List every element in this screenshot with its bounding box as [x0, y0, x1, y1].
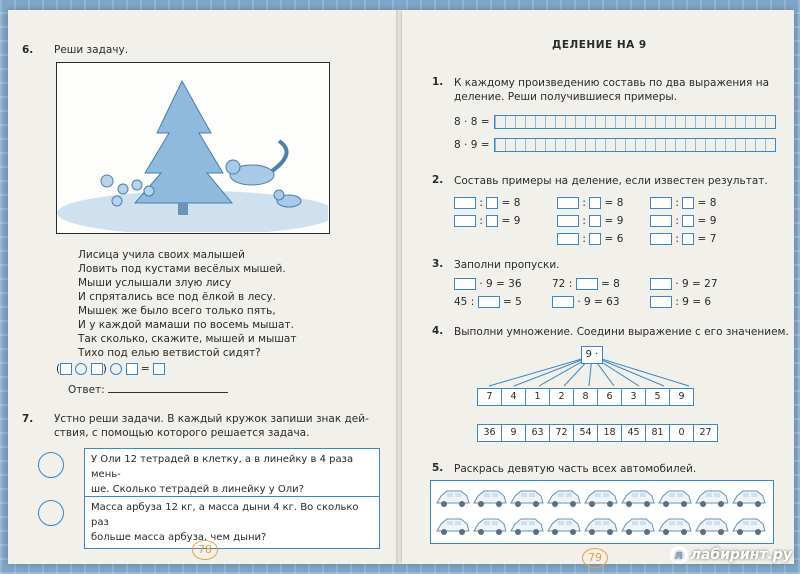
- task3-number: 3.: [432, 258, 444, 270]
- poem-line: Мышек же было всего только пять,: [78, 305, 276, 317]
- section-header: ДЕЛЕНИЕ НА 9: [552, 39, 647, 51]
- value-cell[interactable]: 9: [501, 424, 526, 442]
- value-cell[interactable]: 36: [477, 424, 502, 442]
- answer-line[interactable]: [108, 383, 228, 393]
- equals-sign: =: [140, 363, 150, 375]
- factor-cell[interactable]: 7: [477, 388, 502, 406]
- value-cell[interactable]: 0: [669, 424, 694, 442]
- text-line: К каждому произведению составь по два выражения на: [454, 77, 769, 89]
- result-value: 9: [616, 215, 624, 227]
- poem-line: Так сколько, скажите, мышей и мышат: [78, 333, 297, 345]
- result-value: 6: [616, 233, 624, 245]
- problem-line: Масса арбуза 12 кг, а масса дыни 4 кг. Во сколько раз: [91, 502, 359, 528]
- task5-text: Раскрась девятую часть всех автомобилей.: [454, 463, 697, 475]
- sign-circle[interactable]: [75, 363, 87, 375]
- fill-item: 45 : = 5: [454, 296, 522, 308]
- factor-cell[interactable]: 4: [501, 388, 526, 406]
- factor-cell[interactable]: 3: [621, 388, 646, 406]
- factor-row: [478, 388, 694, 406]
- right-page: [402, 10, 794, 564]
- poem-line: Ловить под кустами весёлых мышей.: [78, 263, 286, 275]
- poem-line: И у каждой мамаши по восемь мышат.: [78, 319, 294, 331]
- value-cell[interactable]: 45: [621, 424, 646, 442]
- task3-text: Заполни пропуски.: [454, 259, 560, 271]
- factor-cell[interactable]: 5: [645, 388, 670, 406]
- value-cell[interactable]: 54: [573, 424, 598, 442]
- task4-text: Выполни умножение. Соедини выражение с его значением.: [454, 326, 789, 338]
- sign-circle[interactable]: [38, 452, 64, 478]
- problem-card: [84, 448, 380, 501]
- answer-box[interactable]: [153, 363, 165, 375]
- problem-line: больше масса арбуза, чем дыни?: [91, 532, 267, 543]
- expression-template: ( ) =: [56, 362, 165, 376]
- value-cell[interactable]: 63: [525, 424, 550, 442]
- answer-row: [68, 383, 228, 397]
- division-column: : = 8 : = 9 : = 7: [650, 194, 716, 248]
- task4-number: 4.: [432, 325, 444, 337]
- task6-title: Реши задачу.: [54, 44, 129, 56]
- answer-label: Ответ:: [68, 384, 105, 396]
- watermark-text: лабиринт.ру: [690, 547, 792, 563]
- poem-line: Тихо под елью ветвистой сидят?: [78, 347, 261, 359]
- product-expression: 8 · 9 =: [454, 139, 490, 151]
- answer-box[interactable]: [60, 363, 72, 375]
- task7-instruction: [54, 412, 369, 440]
- fill-item: · 9 = 63: [552, 295, 620, 309]
- task6-number: 6.: [22, 44, 34, 56]
- answer-grid[interactable]: [494, 115, 776, 129]
- value-cell[interactable]: 81: [645, 424, 670, 442]
- result-value: 8: [616, 197, 624, 209]
- division-column: : = 8 : = 9 : = 6: [557, 194, 623, 248]
- factor-cell[interactable]: 2: [549, 388, 574, 406]
- car-icons[interactable]: [431, 481, 772, 542]
- sign-circle[interactable]: [38, 500, 64, 526]
- fill-item: 72 : = 8: [552, 278, 620, 290]
- result-value: 8: [513, 197, 521, 209]
- watermark: [670, 546, 792, 564]
- task1-number: 1.: [432, 76, 444, 88]
- instruction-line: Устно реши задачи. В каждый кружок запиши знак дей-: [54, 413, 369, 425]
- division-column: : = 8 : = 9: [454, 194, 520, 230]
- factor-cell[interactable]: 8: [573, 388, 598, 406]
- value-row: [478, 424, 718, 442]
- value-cell[interactable]: 27: [693, 424, 718, 442]
- result-value: 9: [709, 215, 717, 227]
- value-cell[interactable]: 18: [597, 424, 622, 442]
- factor-cell[interactable]: 9: [669, 388, 694, 406]
- result-value: 8: [709, 197, 717, 209]
- answer-grid[interactable]: [494, 138, 776, 152]
- fox-forest-illustration: [56, 62, 330, 234]
- instruction-line: ствия, с помощью которого решается задача.: [54, 427, 310, 439]
- page-number: 78: [192, 540, 218, 560]
- answer-box[interactable]: [126, 363, 138, 375]
- task5-number: 5.: [432, 462, 444, 474]
- problem-line: ше. Сколько тетрадей в линейку у Оли?: [91, 484, 304, 495]
- left-page: [8, 10, 398, 564]
- fill-item: · 9 = 27: [650, 277, 718, 291]
- problem-line: У Оли 12 тетрадей в клетку, а в линейку в 4 раза мень-: [91, 454, 354, 480]
- value-cell[interactable]: 72: [549, 424, 574, 442]
- factor-cell[interactable]: 6: [597, 388, 622, 406]
- text-line: деление. Реши получившиеся примеры.: [454, 91, 678, 103]
- answer-box[interactable]: [91, 363, 103, 375]
- poem-line: Лисица учила своих малышей: [78, 249, 245, 261]
- page-number: 79: [582, 548, 608, 568]
- fill-item: · 9 = 36: [454, 277, 522, 291]
- task1-text: [454, 76, 769, 104]
- labirint-logo-icon: л: [670, 546, 688, 564]
- factor-cell[interactable]: 1: [525, 388, 550, 406]
- poem: [78, 248, 296, 360]
- product-expression: 8 · 8 =: [454, 116, 490, 128]
- problem-card: [84, 496, 380, 549]
- task2-text: Составь примеры на деление, если известен результат.: [454, 175, 768, 187]
- cars-panel: [430, 480, 774, 544]
- task7-number: 7.: [22, 413, 34, 425]
- multiplier-box: 9 ·: [581, 346, 603, 364]
- task2-number: 2.: [432, 174, 444, 186]
- sign-circle[interactable]: [110, 363, 122, 375]
- result-value: 9: [513, 215, 521, 227]
- poem-line: Мыши услышали злую лису: [78, 277, 232, 289]
- result-value: 7: [709, 233, 717, 245]
- poem-line: И спрятались все под ёлкой в лесу.: [78, 291, 276, 303]
- fill-item: : 9 = 6: [650, 295, 711, 309]
